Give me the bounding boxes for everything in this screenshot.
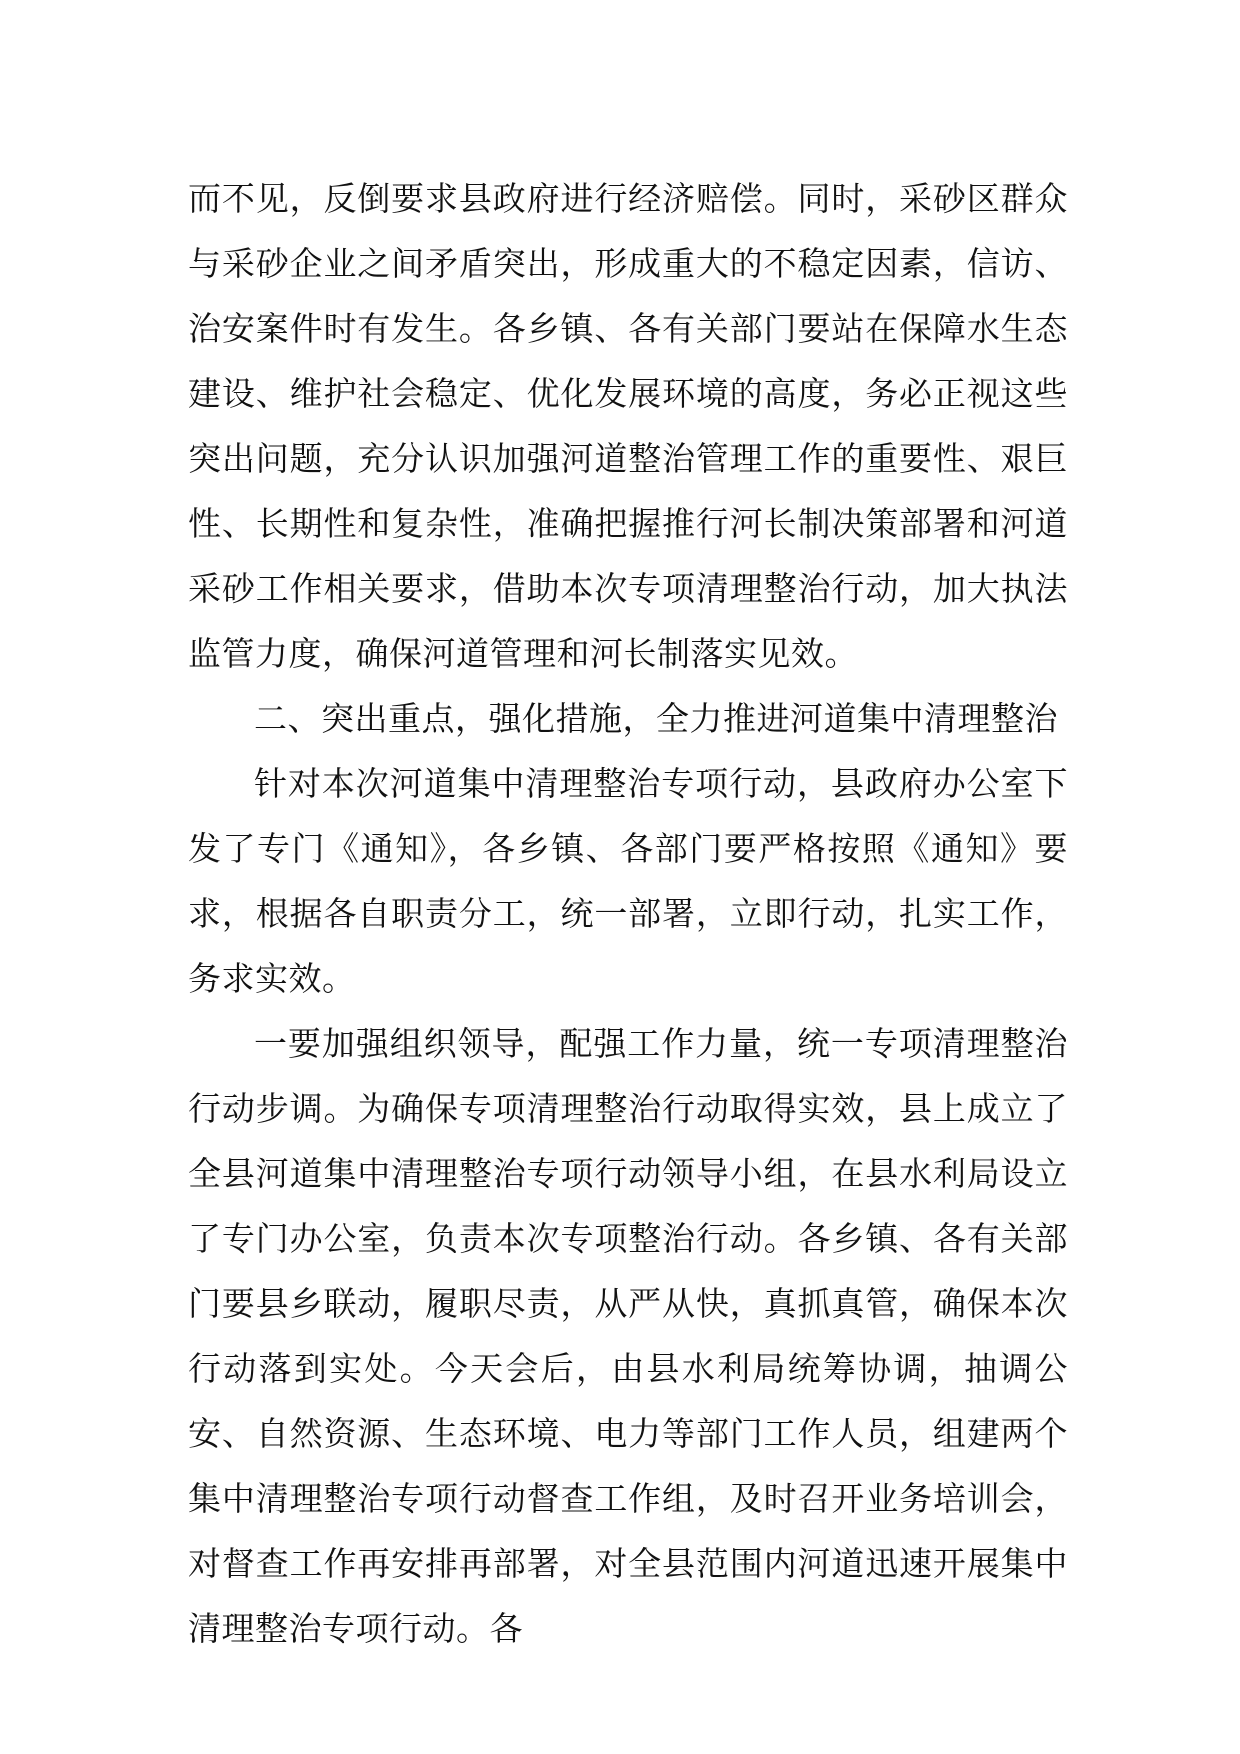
section-heading: 二、突出重点，强化措施，全力推进河道集中清理整治 bbox=[254, 699, 1058, 738]
paragraph: 一要加强组织领导，配强工作力量，统一专项清理整治行动步调。为确保专项清理整治行动取得实效，县上成立了全县河道集中清理整治专项行动领导小组，在县水利局设立了专门办公室，负责本次专项整治行动。各乡镇、各有关部门要县乡联动，履职尽责，从严从快，真抓真管，确保本次行动落到实处。今天会后，由县水利局统筹协调，抽调公安、自然资源、生态环境、电力等部门工作人员，组建两个集中清理整治专项行动督查工作组，及时召开业务培训会，对督查工作再安排再部署，对全县范围内河道迅速开展集中清理整治专项行动。各 bbox=[188, 1024, 1068, 1648]
paragraph: 针对本次河道集中清理整治专项行动，县政府办公室下发了专门《通知》，各乡镇、各部门要严格按照《通知》要求，根据各自职责分工，统一部署，立即行动，扎实工作，务求实效。 bbox=[188, 764, 1068, 998]
document-body bbox=[188, 166, 1068, 1661]
paragraph-continuation: 而不见，反倒要求县政府进行经济赔偿。同时，采砂区群众与采砂企业之间矛盾突出，形成重大的不稳定因素，信访、治安案件时有发生。各乡镇、各有关部门要站在保障水生态建设、维护社会稳定、优化发展环境的高度，务必正视这些突出问题，充分认识加强河道整治管理工作的重要性、艰巨性、长期性和复杂性，准确把握推行河长制决策部署和河道采砂工作相关要求，借助本次专项清理整治行动，加大执法监管力度，确保河道管理和河长制落实见效。 bbox=[188, 179, 1068, 673]
